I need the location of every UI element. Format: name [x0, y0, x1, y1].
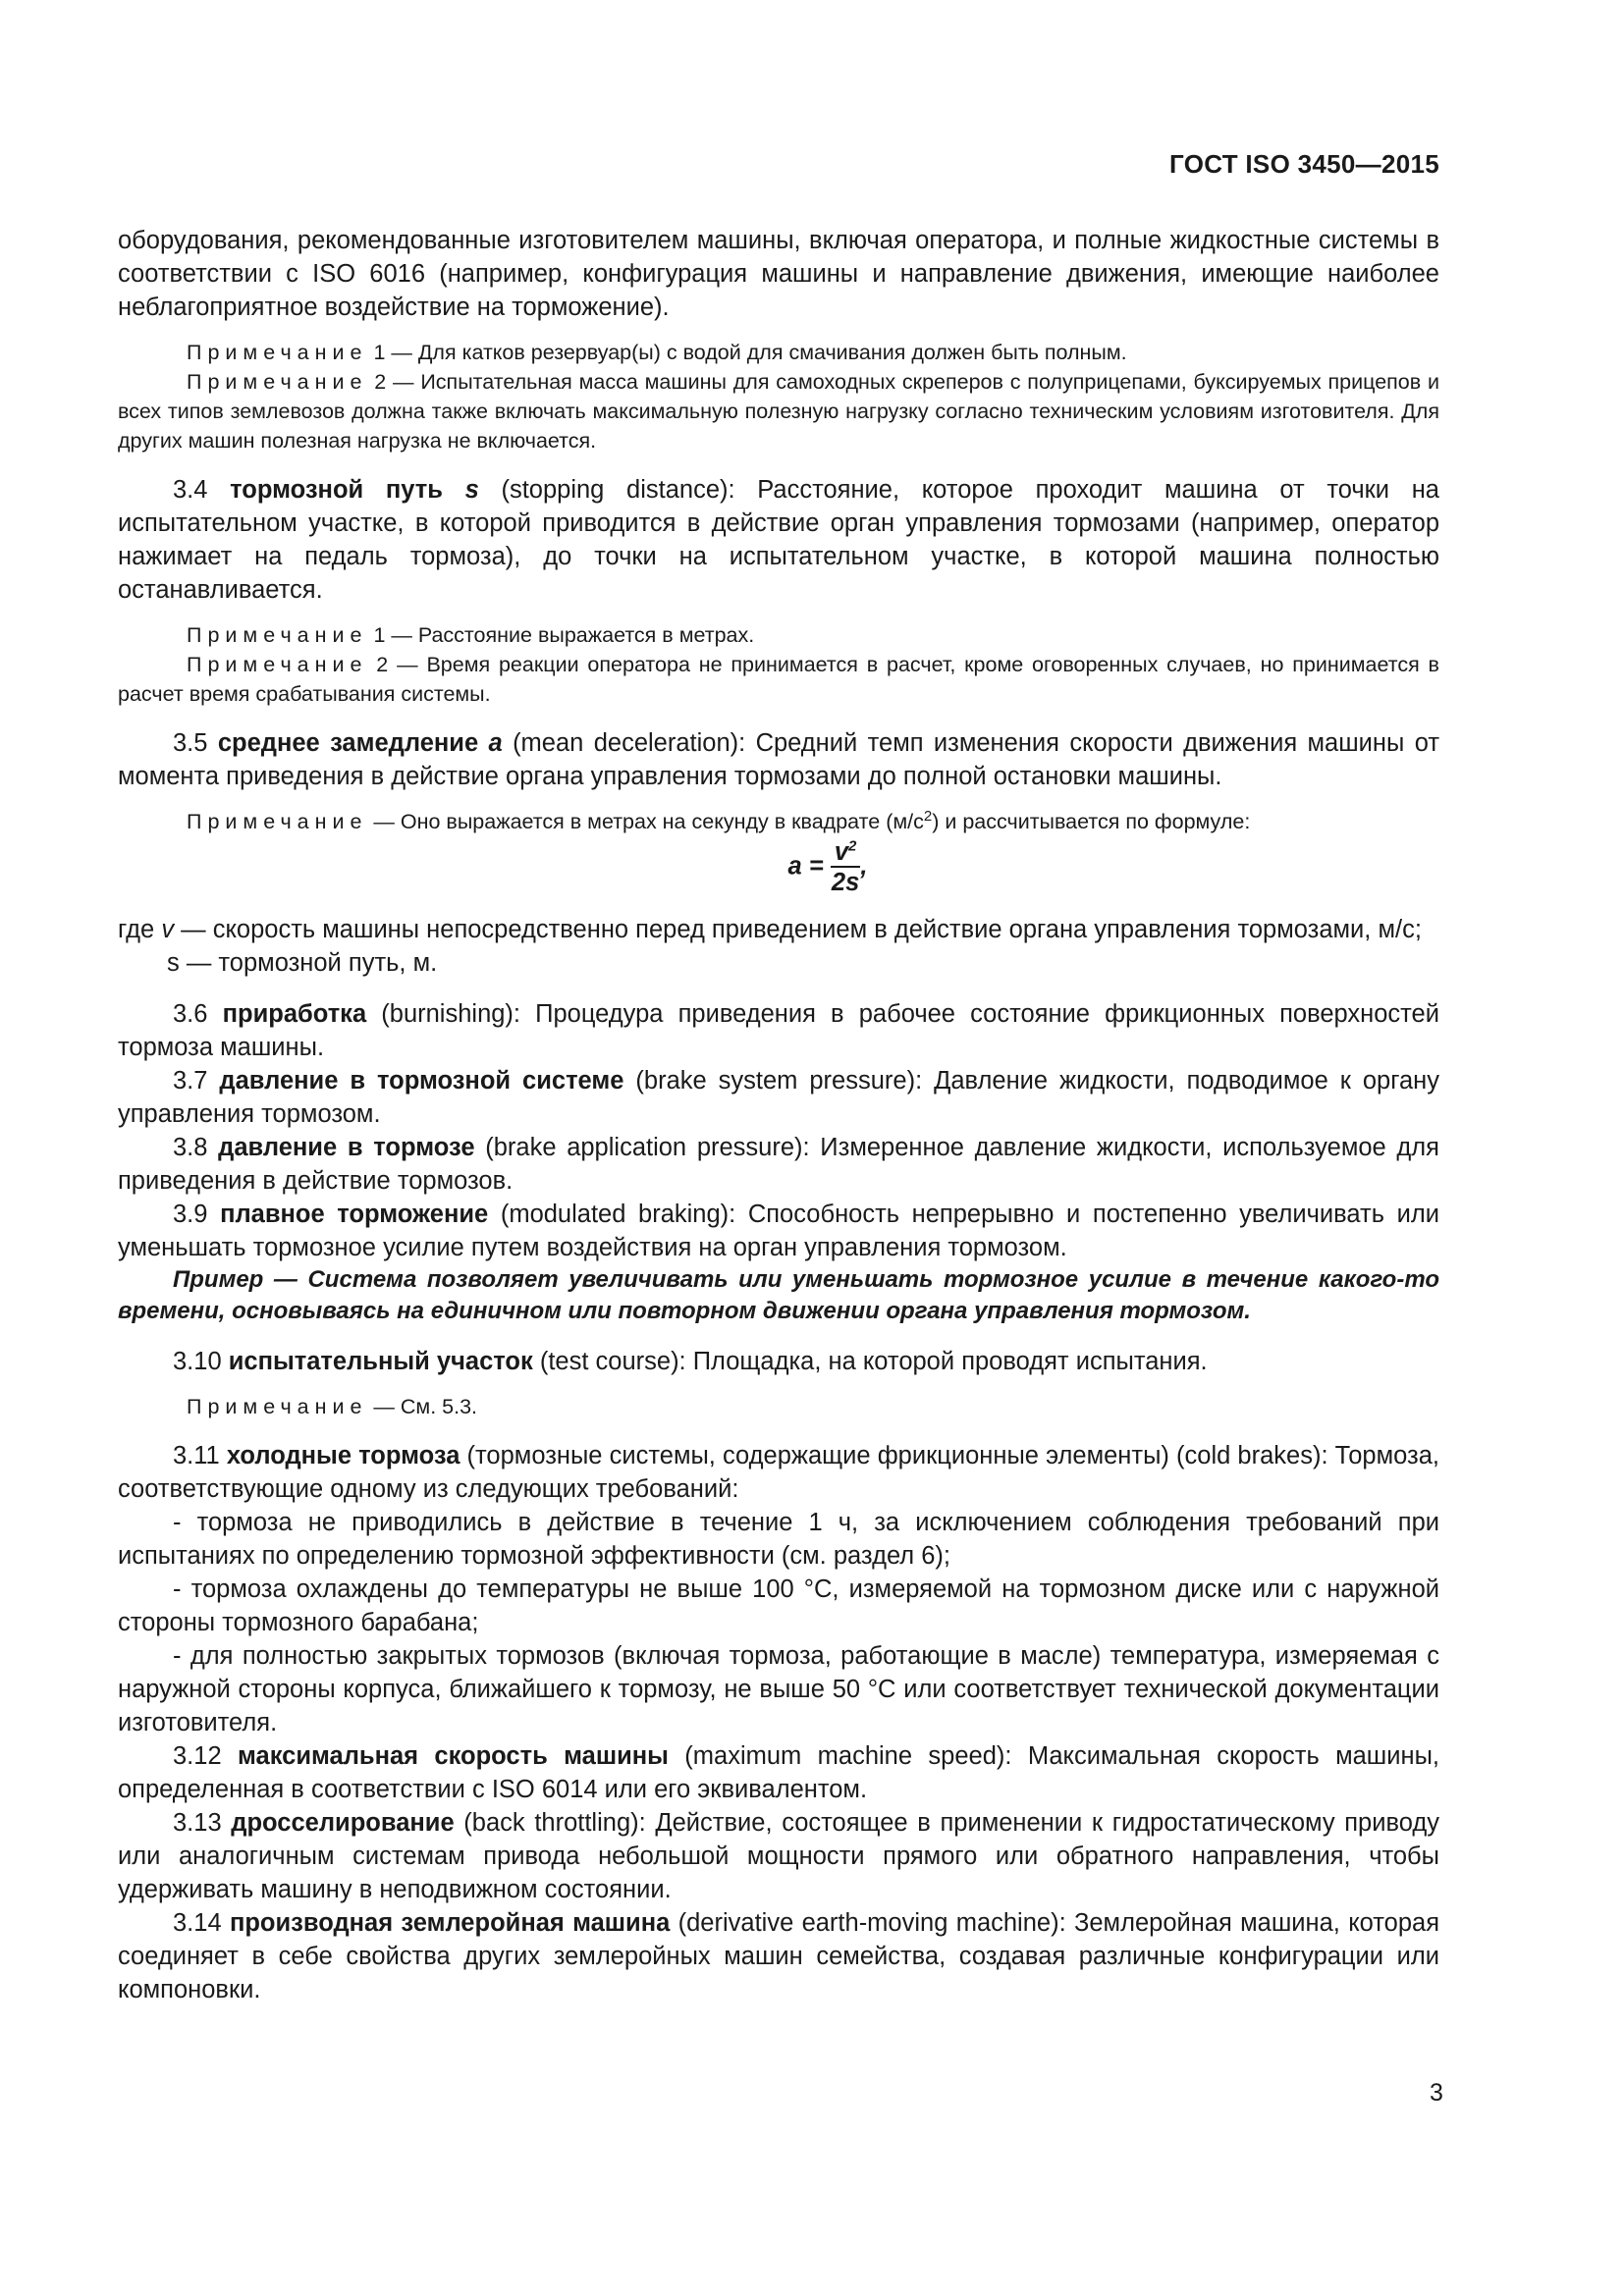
- definition-3-4: [118, 473, 1439, 607]
- note-text: — Расстояние выражается в метрах.: [385, 623, 755, 647]
- definition: [118, 1198, 1439, 1264]
- notes-3-4: [118, 620, 1439, 709]
- clause-number: 3.10: [173, 1348, 229, 1375]
- notes-3-3: [118, 338, 1439, 455]
- note-label: Примечание: [187, 370, 368, 394]
- note-text: ) и рассчитывается по формуле:: [932, 810, 1251, 833]
- definition: [118, 1806, 1439, 1906]
- note-label: Примечание: [187, 810, 368, 833]
- paragraph-continuation: оборудования, рекомендованные изготовителем машины, включая оператора, и полные жидкостные системы в соответствии с ISO 6016 (например, конфигурация машины и направление движения, имеющие наиболее неблагоприятное воздействие на торможение).: [118, 227, 1439, 321]
- formula-denominator: 2s: [831, 869, 860, 896]
- formula-tail: ,: [860, 852, 868, 881]
- clause-number: 3.14: [173, 1909, 230, 1937]
- where-symbol: s: [167, 949, 180, 977]
- term: давление в тормозе: [218, 1134, 475, 1161]
- superscript: 2: [923, 807, 933, 825]
- clause-number: 3.8: [173, 1134, 219, 1161]
- definition: [118, 1131, 1439, 1198]
- note-3-5: [118, 807, 1439, 836]
- note-number: 1: [373, 623, 386, 647]
- note: [118, 650, 1439, 709]
- note-text: — См. 5.3.: [367, 1395, 478, 1418]
- term: производная землеройная машина: [229, 1909, 671, 1937]
- list-item: - тормоза охлаждены до температуры не выше 100 °С, измеряемой на тормозном диске или с наружной стороны тормозного барабана;: [118, 1575, 1439, 1636]
- formula-numerator: $v^2$: [831, 838, 861, 868]
- where-row: [118, 946, 1439, 980]
- definition-text: (mean deceleration): Средний темп изменения скорости движения машины от момента приведения в действие органа управления тормозами до полной остановки машины.: [118, 729, 1439, 790]
- clause-number: 3.7: [173, 1067, 220, 1095]
- note-label: Примечание: [187, 653, 368, 676]
- formula-fraction: [831, 838, 861, 897]
- note-label: Примечание: [187, 341, 368, 364]
- definition-text: (maximum machine speed): Максимальная скорость машины, определенная в соответствии с ISO 6014 или его эквивалентом.: [118, 1742, 1439, 1803]
- list-item: - тормоза не приводились в действие в течение 1 ч, за исключением соблюдения требований при испытаниях по определению тормозной эффективности (см. раздел 6);: [118, 1509, 1439, 1570]
- term: дросселирование: [231, 1809, 455, 1837]
- term: максимальная скорость машины: [238, 1742, 669, 1770]
- note-label: Примечание: [187, 1395, 368, 1418]
- where-explanation: [118, 913, 1439, 980]
- where-row: [118, 913, 1439, 946]
- term: приработка: [222, 1000, 367, 1028]
- where-symbol: v: [161, 916, 175, 943]
- definition-text: (back throttling): Действие, состоящее в применении к гидростатическому приводу или аналогичным системам привода небольшой мощности прямого или обратного направления, чтобы удерживать машину в неподвижном состоянии.: [118, 1809, 1439, 1903]
- formula-deceleration: [118, 838, 1439, 901]
- clause-number: 3.13: [173, 1809, 232, 1837]
- formula-superscript: 2: [848, 837, 857, 855]
- page-number: 3: [1430, 2079, 1443, 2107]
- definition-text: (stopping distance): Расстояние, которое проходит машина от точки на испытательном участке, в которой приводится в действие орган управления тормозами (например, оператор нажимает на педаль тормоза), до точки на испытательном участке, в которой машина полностью останавливается.: [118, 476, 1439, 604]
- definition: [118, 1064, 1439, 1131]
- definition: [118, 997, 1439, 1064]
- term: тормозной путь: [230, 476, 465, 504]
- definition-3-11: [118, 1439, 1439, 1506]
- note-3-10: [118, 1392, 1439, 1421]
- clause-number: 3.9: [173, 1201, 221, 1228]
- note: [118, 338, 1439, 367]
- definition-text: (test course): Площадка, на которой проводят испытания.: [532, 1348, 1208, 1375]
- term: давление в тормозной системе: [219, 1067, 624, 1095]
- definition: [118, 1739, 1439, 1806]
- note: [118, 620, 1439, 650]
- note-text: — Для катков резервуар(ы) с водой для смачивания должен быть полным.: [385, 341, 1127, 364]
- definition-text: (modulated braking): Способность непрерывно и постепенно увеличивать или уменьшать тормозное усилие путем воздействия на орган управления тормозом.: [118, 1201, 1439, 1261]
- note-number: 2: [376, 653, 389, 676]
- where-desc: — скорость машины непосредственно перед приведением в действие органа управления тормозами, м/с;: [174, 916, 1422, 943]
- definitions-3-6-to-3-9: [118, 997, 1439, 1264]
- document-body: [118, 224, 1439, 2006]
- note-label: Примечание: [187, 623, 368, 647]
- note-text: — Оно выражается в метрах на секунду в квадрате (м/с: [367, 810, 924, 833]
- term: плавное торможение: [220, 1201, 489, 1228]
- note: [118, 367, 1439, 455]
- example-paragraph: Пример — Система позволяет увеличивать или уменьшать тормозное усилие в течение какого-то времени, основываясь на единичном или повторном движении органа управления тормозом.: [118, 1266, 1439, 1324]
- note-text: — Испытательная масса машины для самоходных скреперов с полуприцепами, буксируемых прицепов и всех типов землевозов должна также включать максимальную полезную нагрузку согласно техническим условиям изготовителя. Для других машин полезная нагрузка не включается.: [118, 370, 1439, 453]
- note-number: 1: [373, 341, 386, 364]
- definition-text: (тормозные системы, содержащие фрикционные элементы) (cold brakes): Тормоза, соответствующие одному из следующих требований:: [118, 1442, 1439, 1503]
- note-number: 2: [374, 370, 387, 394]
- definition-text: (brake system pressure): Давление жидкости, подводимое к органу управления тормозом.: [118, 1067, 1439, 1128]
- definition-3-5: [118, 726, 1439, 793]
- list-item: - для полностью закрытых тормозов (включая тормоза, работающие в масле) температура, измеряемая с наружной стороны корпуса, ближайшего к тормозу, не выше 50 °С или соответствует технической документации изготовителя.: [118, 1642, 1439, 1736]
- where-prefix: где: [118, 916, 162, 943]
- term: испытательный участок: [228, 1348, 533, 1375]
- definition-3-10: [118, 1345, 1439, 1378]
- clause-number: 3.4: [173, 476, 231, 504]
- note-text: — Время реакции оператора не принимается в расчет, кроме оговоренных случаев, но принимается в расчет время срабатывания системы.: [118, 653, 1439, 706]
- document-code-header: ГОСТ ISO 3450—2015: [1169, 149, 1439, 179]
- definition-text: (brake application pressure): Измеренное давление жидкости, используемое для приведения в действие тормозов.: [118, 1134, 1439, 1195]
- definition-text: (derivative earth-moving machine): Землеройная машина, которая соединяет в себе свойства других землеройных машин семейства, создавая различные конфигурации или компоновки.: [118, 1909, 1440, 2003]
- definition: [118, 1906, 1439, 2006]
- term: среднее замедление: [217, 729, 489, 757]
- term-symbol: a: [488, 729, 503, 757]
- where-desc: — тормозной путь, м.: [179, 949, 438, 977]
- clause-number: 3.11: [173, 1442, 227, 1469]
- clause-number: 3.5: [173, 729, 218, 757]
- term-symbol: s: [464, 476, 479, 504]
- formula-lhs: a =: [787, 852, 824, 881]
- definition-text: (burnishing): Процедура приведения в рабочее состояние фрикционных поверхностей тормоза машины.: [118, 1000, 1439, 1061]
- clause-number: 3.12: [173, 1742, 238, 1770]
- term: холодные тормоза: [226, 1442, 460, 1469]
- clause-number: 3.6: [173, 1000, 223, 1028]
